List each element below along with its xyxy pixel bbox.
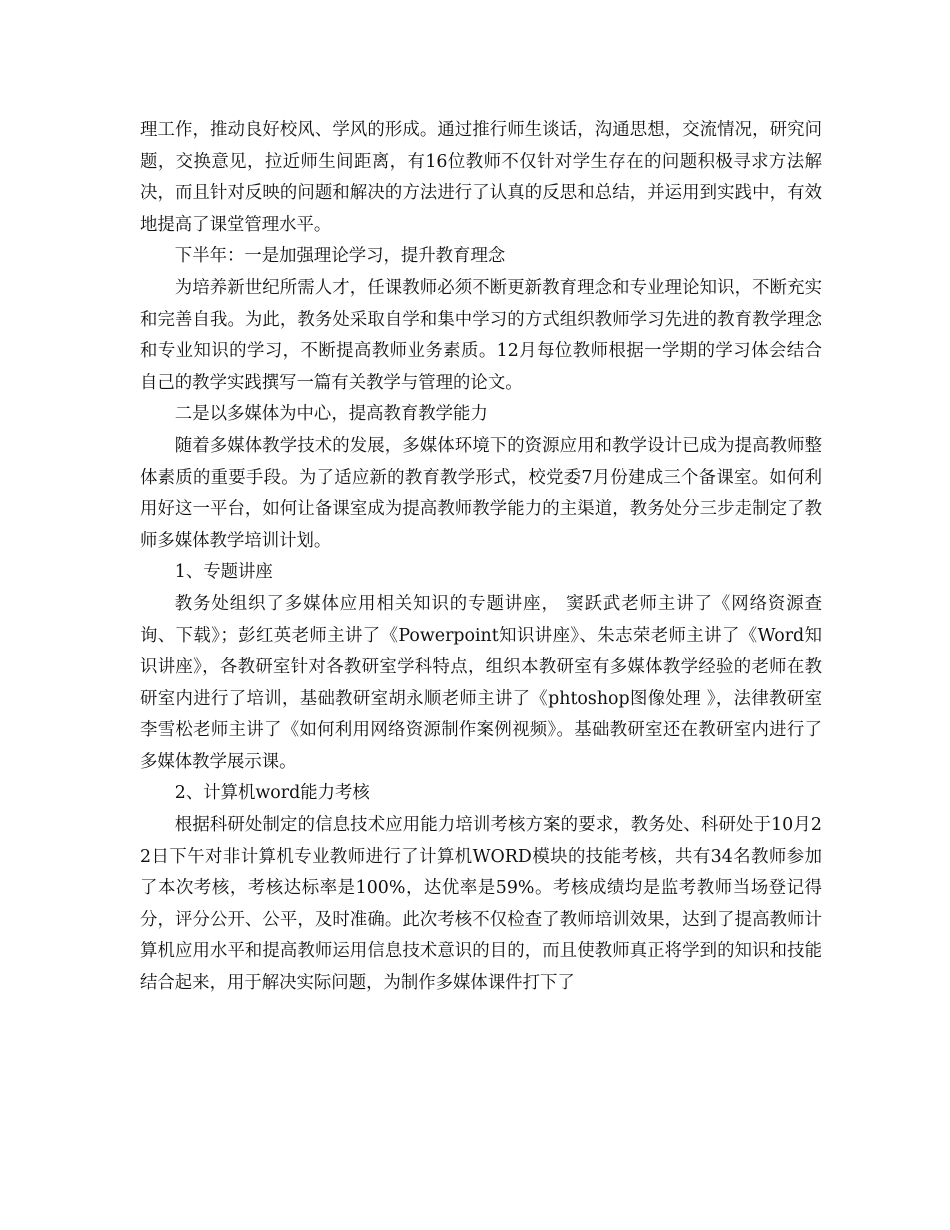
- paragraph-lectures: 教务处组织了多媒体应用相关知识的专题讲座， 窦跃武老师主讲了《网络资源查询、下载》；彭红英老师主讲了《Powerpoint知识讲座》、朱志荣老师主讲了《Word知识讲座》，各教研室针对各教研室学科特点，组织本教研室有多媒体教学经验的老师在教研室内进行了培训，基础教研室胡永顺老师主讲了《phtoshop图像处理 》，法律教研室李雪松老师主讲了《如何利用网络资源制作案例视频》。基础教研室还在教研室内进行了多媒体教学展示课。: [140, 593, 822, 772]
- paragraph-word-assessment: 根据科研处制定的信息技术应用能力培训考核方案的要求，教务处、科研处于10月22日下午对非计算机专业教师进行了计算机WORD模块的技能考核，共有34名教师参加了本次考核，考核达标率是100%，达优率是59%。考核成绩均是监考教师当场登记得分，评分公开、公平，及时准确。此次考核不仅检查了教师培训效果，达到了提高教师计算机应用水平和提高教师运用信息技术意识的目的，而且使教师真正将学到的知识和技能结合起来，用于解决实际问题，为制作多媒体课件打下了: [140, 815, 822, 994]
- heading-second-half: 下半年：一是加强理论学习，提升教育理念: [174, 246, 506, 267]
- heading-special-lectures: 1、专题讲座: [174, 562, 273, 583]
- paragraph-multimedia: 随着多媒体教学技术的发展，多媒体环境下的资源应用和教学设计已成为提高教师整体素质的重要手段。为了适应新的教育教学形式，校党委7月份建成三个备课室。如何利用好这一平台，如何让备课室成为提高教师教学能力的主渠道，教务处分三步走制定了教师多媒体教学培训计划。: [140, 435, 822, 551]
- document-body: [140, 115, 822, 1000]
- heading-multimedia: 二是以多媒体为中心，提高教育教学能力: [174, 404, 488, 425]
- heading-word-assessment: 2、计算机word能力考核: [174, 783, 370, 804]
- paragraph-continuation: 理工作，推动良好校风、学风的形成。通过推行师生谈话，沟通思想，交流情况，研究问题，交换意见，拉近师生间距离，有16位教师不仅针对学生存在的问题积极寻求方法解决，而且针对反映的问题和解决的方法进行了认真的反思和总结，并运用到实践中，有效地提高了课堂管理水平。: [140, 120, 822, 235]
- paragraph-theory-study: 为培养新世纪所需人才，任课教师必须不断更新教育理念和专业理论知识，不断充实和完善自我。为此，教务处采取自学和集中学习的方式组织教师学习先进的教育教学理念和专业知识的学习，不断提高教师业务素质。12月每位教师根据一学期的学习体会结合自己的教学实践撰写一篇有关教学与管理的论文。: [140, 277, 822, 393]
